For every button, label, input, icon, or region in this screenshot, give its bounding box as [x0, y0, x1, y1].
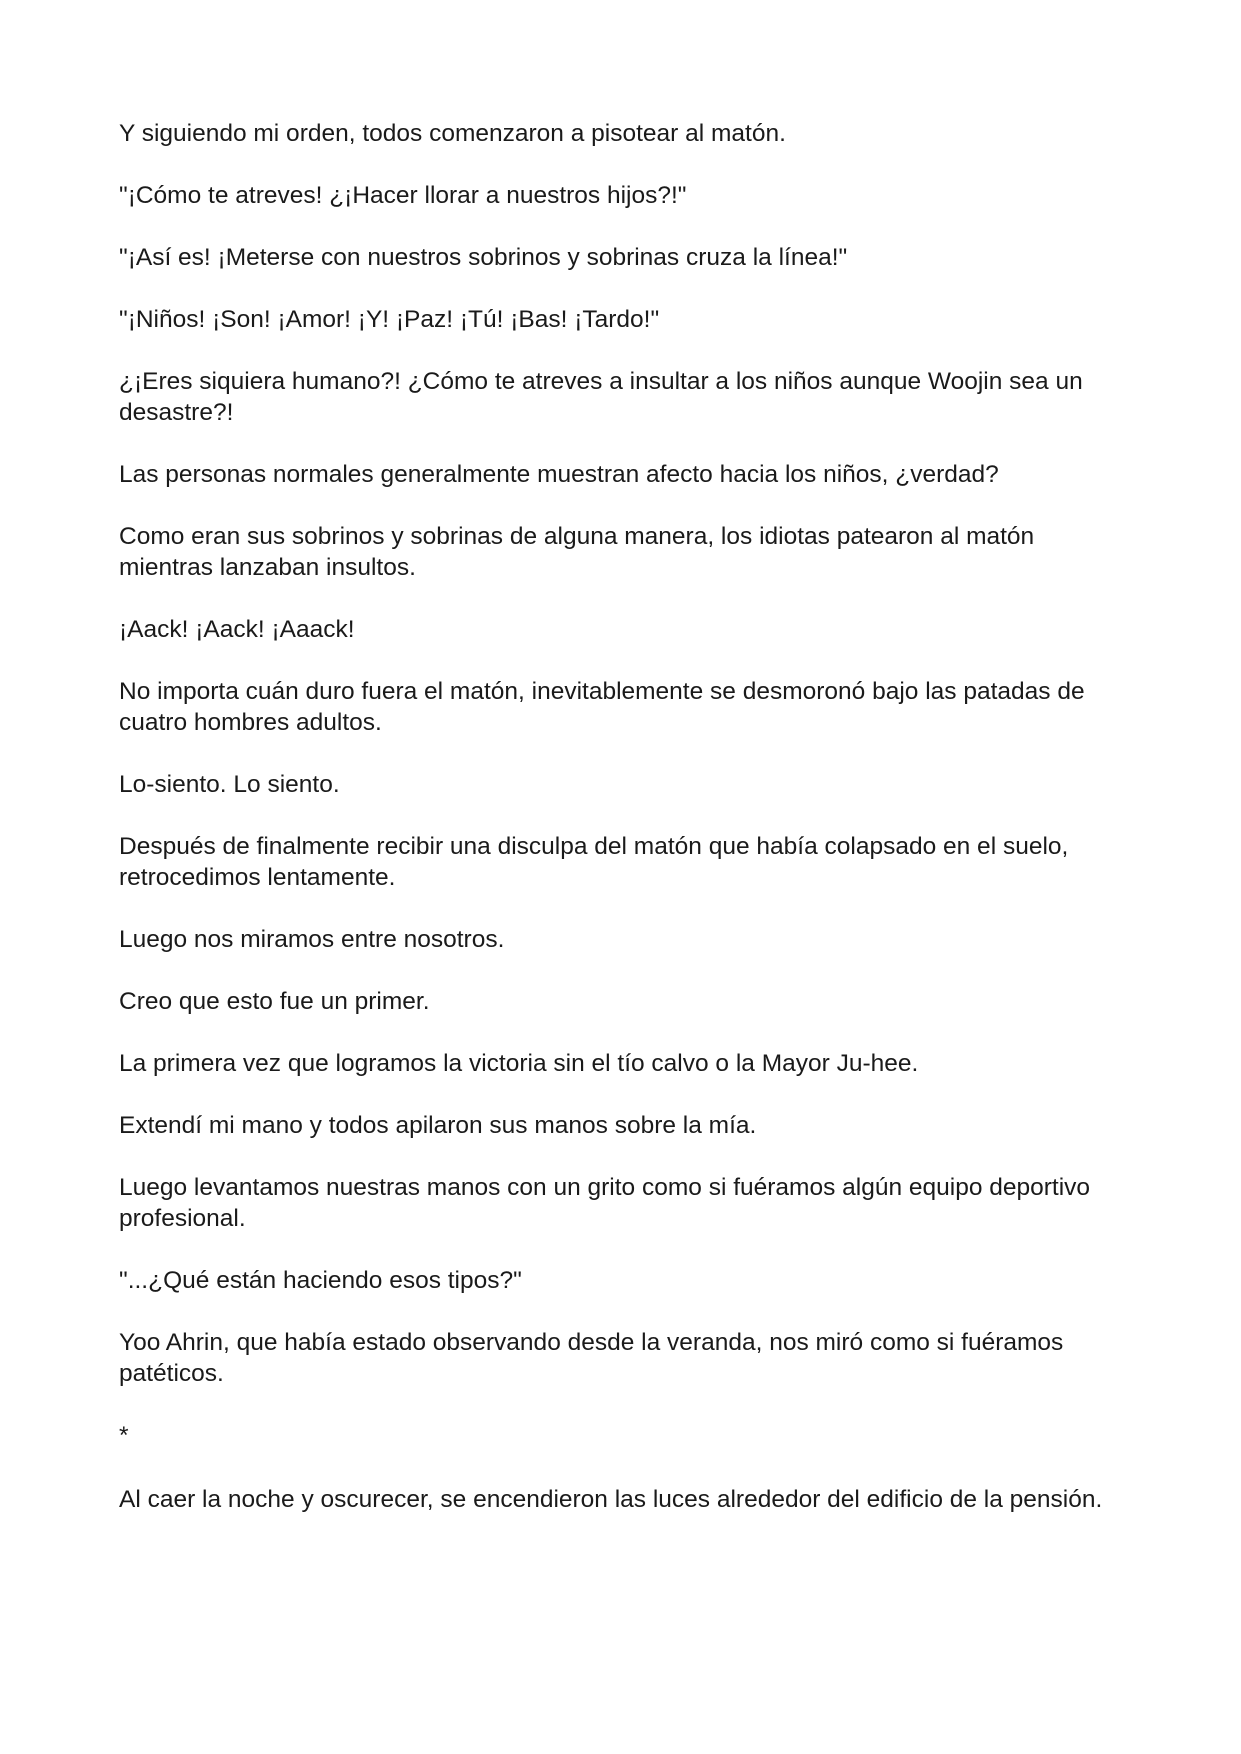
- document-body: [119, 118, 1129, 1546]
- paragraph: Luego levantamos nuestras manos con un grito como si fuéramos algún equipo deportivo profesional.: [119, 1174, 1091, 1232]
- paragraph: "¡Niños! ¡Son! ¡Amor! ¡Y! ¡Paz! ¡Tú! ¡Bas! ¡Tardo!": [119, 306, 660, 333]
- paragraph: La primera vez que logramos la victoria sin el tío calvo o la Mayor Ju-hee.: [119, 1050, 919, 1077]
- paragraph: Luego nos miramos entre nosotros.: [119, 926, 505, 953]
- paragraph: "¡Así es! ¡Meterse con nuestros sobrinos y sobrinas cruza la línea!": [119, 244, 848, 271]
- paragraph: Las personas normales generalmente muestran afecto hacia los niños, ¿verdad?: [119, 461, 999, 488]
- paragraph: No importa cuán duro fuera el matón, inevitablemente se desmoronó bajo las patadas de cuatro hombres adultos.: [119, 678, 1085, 736]
- paragraph: Al caer la noche y oscurecer, se encendieron las luces alrededor del edificio de la pensión.: [119, 1486, 1103, 1513]
- paragraph: Lo-siento. Lo siento.: [119, 771, 340, 798]
- paragraph: Después de finalmente recibir una disculpa del matón que había colapsado en el suelo, retrocedimos lentamente.: [119, 833, 1069, 891]
- paragraph: Extendí mi mano y todos apilaron sus manos sobre la mía.: [119, 1112, 757, 1139]
- paragraph: Creo que esto fue un primer.: [119, 988, 430, 1015]
- paragraph: Yoo Ahrin, que había estado observando desde la veranda, nos miró como si fuéramos patéticos.: [119, 1329, 1064, 1387]
- paragraph: Como eran sus sobrinos y sobrinas de alguna manera, los idiotas patearon al matón mientras lanzaban insultos.: [119, 523, 1035, 581]
- paragraph: ¡Aack! ¡Aack! ¡Aaack!: [119, 616, 355, 643]
- paragraph: "...¿Qué están haciendo esos tipos?": [119, 1267, 522, 1294]
- paragraph: Y siguiendo mi orden, todos comenzaron a pisotear al matón.: [119, 120, 786, 147]
- paragraph: "¡Cómo te atreves! ¿¡Hacer llorar a nuestros hijos?!": [119, 182, 687, 209]
- scene-break: *: [119, 1422, 129, 1449]
- paragraph: ¿¡Eres siquiera humano?! ¿Cómo te atreves a insultar a los niños aunque Woojin sea un desastre?!: [119, 368, 1083, 426]
